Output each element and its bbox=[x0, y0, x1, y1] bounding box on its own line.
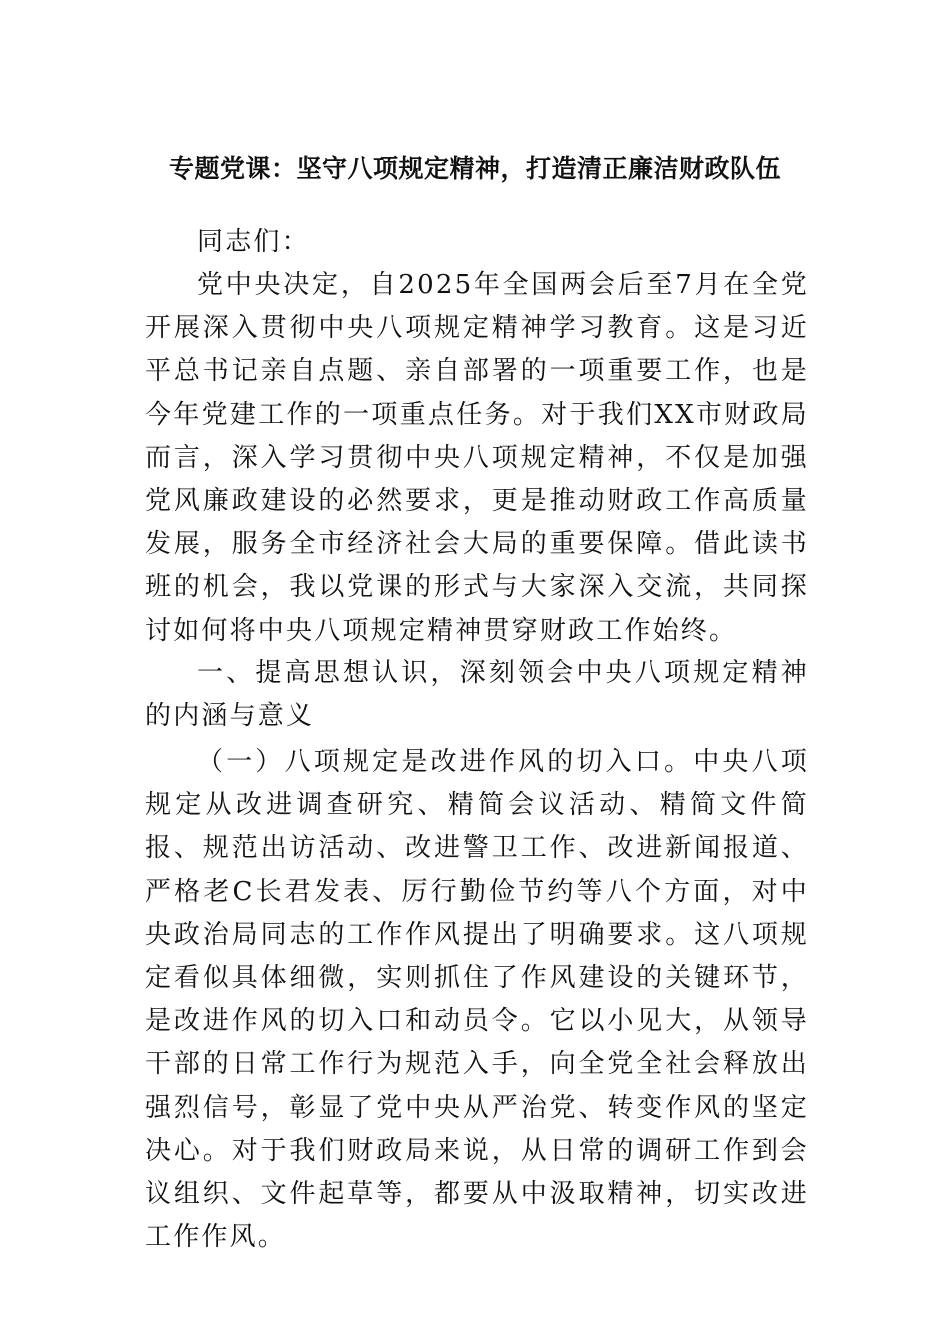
body-paragraph-intro: 党中央决定，自2025年全国两会后至7月在全党开展深入贯彻中央八项规定精神学习教育。这是习近平总书记亲自点题、亲自部署的一项重要工作，也是今年党建工作的一项重点任务。对于我们XX市财政局而言，深入学习贯彻中央八项规定精神，不仅是加强党风廉政建设的必然要求，更是推动财政工作高质量发展，服务全市经济社会大局的重要保障。借此读书班的机会，我以党课的形式与大家深入交流，共同探讨如何将中央八项规定精神贯穿财政工作始终。 bbox=[145, 270, 809, 646]
document-title: 专题党课：坚守八项规定精神，打造清正廉洁财政队伍 bbox=[168, 154, 781, 183]
salutation: 同志们： bbox=[197, 227, 310, 257]
subsection-paragraph: （一）八项规定是改进作风的切入口。中央八项规定从改进调查研究、精简会议活动、精简文件简报、规范出访活动、改进警卫工作、改进新闻报道、严格老C长君发表、厉行勤俭节约等八个方面，对中央政治局同志的工作作风提出了明确要求。这八项规定看似具体细微，实则抓住了作风建设的关键环节，是改进作风的切入口和动员令。它以小见大，从领导干部的日常工作行为规范入手，向全党全社会释放出强烈信号，彰显了党中央从严治党、转变作风的坚定决心。对于我们财政局来说，从日常的调研工作到会议组织、文件起草等，都要从中汲取精神，切实改进工作作风。 bbox=[145, 747, 809, 1253]
section-heading: 一、提高思想认识，深刻领会中央八项规定精神的内涵与意义 bbox=[145, 658, 809, 732]
